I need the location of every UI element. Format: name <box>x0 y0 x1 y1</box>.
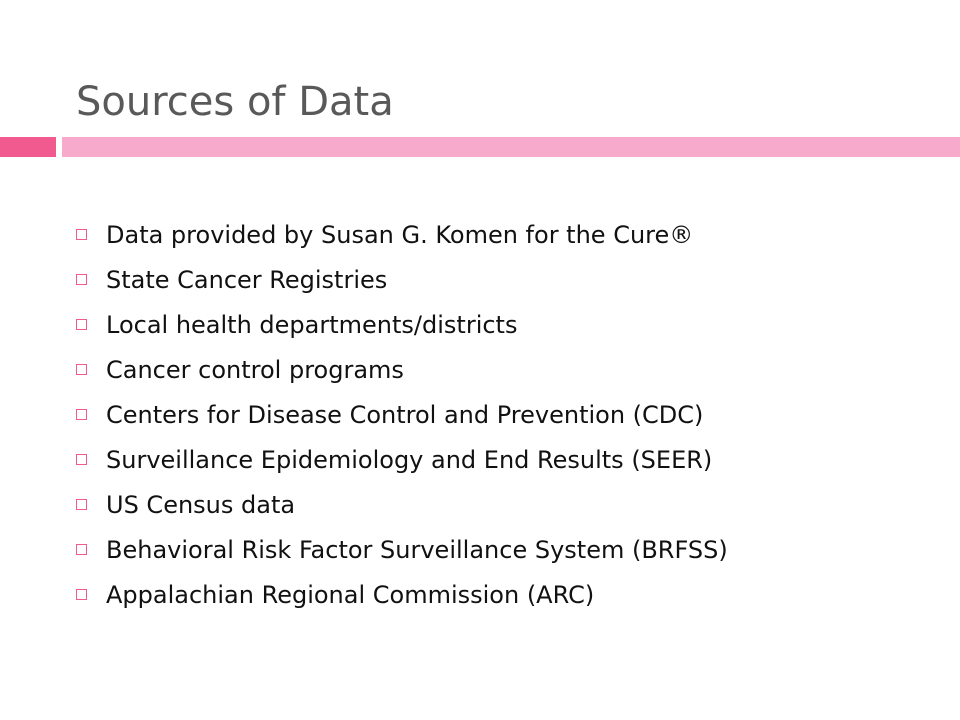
bullet-item <box>76 257 728 302</box>
square-bullet-icon <box>76 454 87 465</box>
square-bullet-icon <box>76 499 87 510</box>
bullet-text: Surveillance Epidemiology and End Results (SEER) <box>106 445 713 474</box>
square-bullet-icon <box>76 274 87 285</box>
bullet-item <box>76 482 728 527</box>
square-bullet-icon <box>76 544 87 555</box>
square-bullet-icon <box>76 319 87 330</box>
bullet-item <box>76 437 728 482</box>
bullet-text: Local health departments/districts <box>106 310 518 339</box>
title-accent-bar-right <box>62 137 960 157</box>
bullet-item <box>76 527 728 572</box>
bullet-text: Appalachian Regional Commission (ARC) <box>106 580 595 609</box>
square-bullet-icon <box>76 364 87 375</box>
bullet-item <box>76 212 728 257</box>
bullet-text: US Census data <box>106 490 296 519</box>
square-bullet-icon <box>76 229 87 240</box>
bullet-text: Cancer control programs <box>106 355 404 384</box>
square-bullet-icon <box>76 589 87 600</box>
title-accent-bar-left <box>0 137 56 157</box>
bullet-item <box>76 572 728 617</box>
bullet-text: Centers for Disease Control and Prevention (CDC) <box>106 400 704 429</box>
bullet-item <box>76 392 728 437</box>
slide-title: Sources of Data <box>76 79 394 125</box>
bullet-item <box>76 302 728 347</box>
bullet-item <box>76 347 728 392</box>
bullet-list <box>76 212 728 617</box>
bullet-text: State Cancer Registries <box>106 265 388 294</box>
square-bullet-icon <box>76 409 87 420</box>
bullet-text: Data provided by Susan G. Komen for the Cure® <box>106 220 694 249</box>
bullet-text: Behavioral Risk Factor Surveillance System (BRFSS) <box>106 535 728 564</box>
